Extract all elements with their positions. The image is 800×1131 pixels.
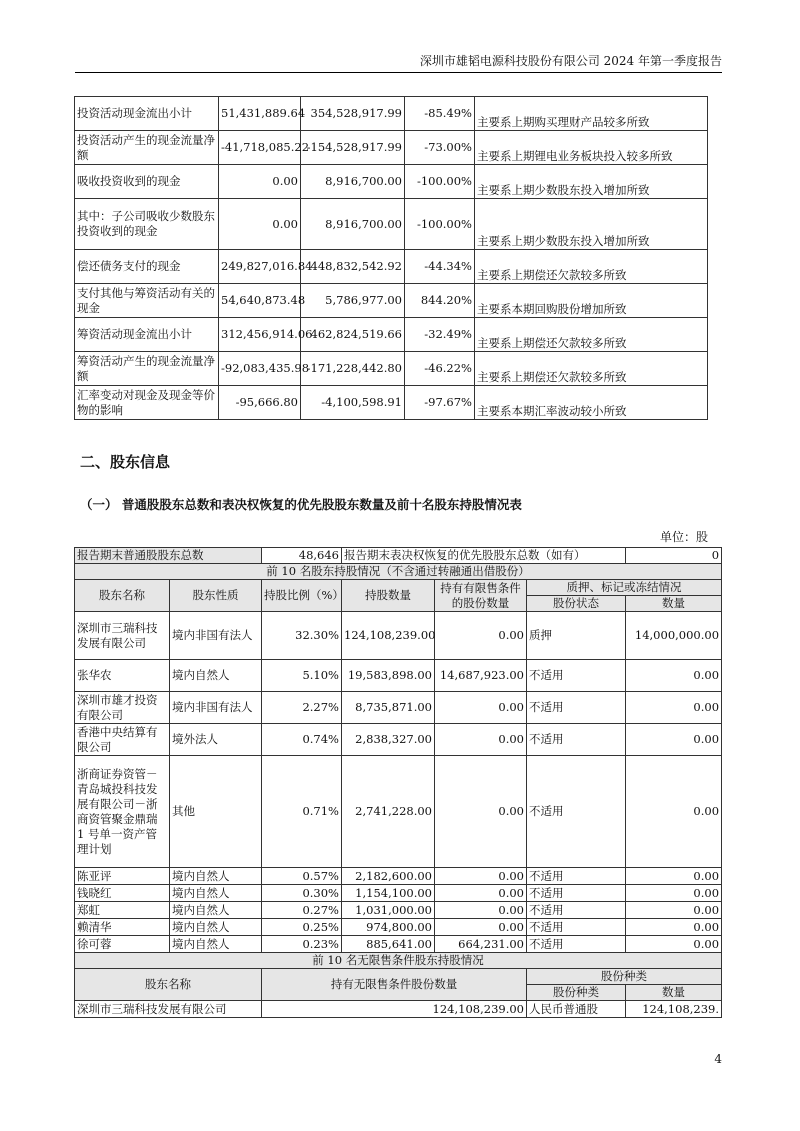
holding-shares: 1,031,000.00 — [342, 902, 435, 919]
cashflow-item: 汇率变动对现金及现金等价物的影响 — [75, 386, 219, 420]
shareholder-nature: 境内自然人 — [170, 902, 262, 919]
shareholder-nature: 境内自然人 — [170, 660, 262, 692]
holding-shares: 2,838,327.00 — [342, 724, 435, 756]
change-rate: -100.00% — [405, 199, 475, 250]
prior-period-amount: 354,528,917.99 — [301, 97, 405, 131]
change-rate: -32.49% — [405, 318, 475, 352]
holding-shares: 885,641.00 — [342, 936, 435, 953]
subsection-title: （一） 普通股股东总数和表决权恢复的优先股股东数量及前十名股东持股情况表 — [80, 497, 522, 512]
cashflow-item: 筹资活动现金流出小计 — [75, 318, 219, 352]
holding-shares: 2,741,228.00 — [342, 756, 435, 868]
change-reason: 主要系上期购买理财产品较多所致 — [475, 97, 708, 131]
shareholder-row — [75, 756, 722, 868]
share-type-quantity: 124,108,239. — [626, 1001, 722, 1018]
restricted-shares: 0.00 — [435, 612, 527, 660]
holding-ratio: 5.10% — [262, 660, 342, 692]
change-rate: -100.00% — [405, 165, 475, 199]
shareholder-row — [75, 692, 722, 724]
u-header-qty: 持有无限售条件股份数量 — [262, 969, 527, 1001]
change-rate: -46.22% — [405, 352, 475, 386]
cashflow-row — [75, 386, 708, 420]
pledge-quantity: 0.00 — [626, 936, 722, 953]
cashflow-item: 支付其他与筹资活动有关的现金 — [75, 284, 219, 318]
page-header: 深圳市雄韬电源科技股份有限公司 2024 年第一季度报告 — [75, 52, 722, 73]
current-period-amount: 249,827,016.84 — [219, 250, 301, 284]
unrestricted-holder-name: 深圳市三瑞科技发展有限公司 — [75, 1001, 262, 1018]
shareholder-name: 浙商证券资管－青岛城投科技发展有限公司－浙商资管聚金鼎瑞 1 号单一资产管理计划 — [75, 756, 170, 868]
shareholder-row — [75, 868, 722, 885]
cashflow-row — [75, 352, 708, 386]
shareholder-nature: 其他 — [170, 756, 262, 868]
shareholder-name: 张华农 — [75, 660, 170, 692]
holding-shares: 2,182,600.00 — [342, 868, 435, 885]
cashflow-table — [74, 96, 708, 420]
pledge-status: 不适用 — [527, 936, 626, 953]
shareholder-row — [75, 612, 722, 660]
pledge-quantity: 0.00 — [626, 756, 722, 868]
current-period-amount: -95,666.80 — [219, 386, 301, 420]
restricted-shares: 664,231.00 — [435, 936, 527, 953]
common-holders-label: 报告期末普通股股东总数 — [75, 548, 262, 564]
top10-title: 前 10 名股东持股情况（不含通过转融通出借股份） — [75, 564, 722, 580]
u-header-name: 股东名称 — [75, 969, 262, 1001]
share-type: 人民币普通股 — [527, 1001, 626, 1018]
holding-ratio: 0.57% — [262, 868, 342, 885]
shareholder-name: 深圳市雄才投资有限公司 — [75, 692, 170, 724]
shareholder-name: 香港中央结算有限公司 — [75, 724, 170, 756]
cashflow-item: 投资活动现金流出小计 — [75, 97, 219, 131]
prior-period-amount: 8,916,700.00 — [301, 199, 405, 250]
restricted-shares: 14,687,923.00 — [435, 660, 527, 692]
cashflow-row — [75, 165, 708, 199]
pledge-status: 不适用 — [527, 692, 626, 724]
shareholder-row — [75, 902, 722, 919]
cashflow-row — [75, 199, 708, 250]
cashflow-item: 偿还债务支付的现金 — [75, 250, 219, 284]
holding-ratio: 0.27% — [262, 902, 342, 919]
header-nature: 股东性质 — [170, 580, 262, 612]
shareholder-nature: 境内非国有法人 — [170, 612, 262, 660]
u-header-type-qty: 数量 — [626, 985, 722, 1001]
holding-shares: 8,735,871.00 — [342, 692, 435, 724]
holding-ratio: 2.27% — [262, 692, 342, 724]
pledge-status: 不适用 — [527, 660, 626, 692]
pref-holders-label: 报告期末表决权恢复的优先股股东总数（如有） — [342, 548, 626, 564]
pref-holders-value: 0 — [626, 548, 722, 564]
holding-ratio: 0.30% — [262, 885, 342, 902]
pledge-status: 不适用 — [527, 902, 626, 919]
restricted-shares: 0.00 — [435, 756, 527, 868]
change-rate: -73.00% — [405, 131, 475, 165]
shareholder-nature: 境外法人 — [170, 724, 262, 756]
unrestricted-title: 前 10 名无限售条件股东持股情况 — [75, 953, 722, 969]
pledge-quantity: 0.00 — [626, 919, 722, 936]
holding-ratio: 0.25% — [262, 919, 342, 936]
prior-period-amount: 462,824,519.66 — [301, 318, 405, 352]
holding-shares: 1,154,100.00 — [342, 885, 435, 902]
shareholder-nature: 境内自然人 — [170, 868, 262, 885]
unrestricted-row — [75, 1001, 722, 1018]
header-ratio: 持股比例（%） — [262, 580, 342, 612]
prior-period-amount: -4,100,598.91 — [301, 386, 405, 420]
cashflow-item: 筹资活动产生的现金流量净额 — [75, 352, 219, 386]
current-period-amount: 0.00 — [219, 165, 301, 199]
holding-shares: 19,583,898.00 — [342, 660, 435, 692]
shareholder-row — [75, 660, 722, 692]
holding-ratio: 0.23% — [262, 936, 342, 953]
shareholder-nature: 境内自然人 — [170, 885, 262, 902]
shareholder-name: 徐可蓉 — [75, 936, 170, 953]
pledge-status: 不适用 — [527, 724, 626, 756]
change-rate: -44.34% — [405, 250, 475, 284]
holding-ratio: 0.74% — [262, 724, 342, 756]
shareholder-row — [75, 724, 722, 756]
header-pledge-group: 质押、标记或冻结情况 — [527, 580, 722, 596]
pledge-quantity: 0.00 — [626, 660, 722, 692]
prior-period-amount: 448,832,542.92 — [301, 250, 405, 284]
cashflow-item: 其中：子公司吸收少数股东投资收到的现金 — [75, 199, 219, 250]
change-reason: 主要系上期偿还欠款较多所致 — [475, 250, 708, 284]
restricted-shares: 0.00 — [435, 902, 527, 919]
pledge-status: 不适用 — [527, 919, 626, 936]
holding-shares: 974,800.00 — [342, 919, 435, 936]
change-reason: 主要系本期回购股份增加所致 — [475, 284, 708, 318]
restricted-shares: 0.00 — [435, 692, 527, 724]
change-reason: 主要系上期少数股东投入增加所致 — [475, 165, 708, 199]
shareholder-row — [75, 885, 722, 902]
current-period-amount: 312,456,914.06 — [219, 318, 301, 352]
current-period-amount: 51,431,889.64 — [219, 97, 301, 131]
restricted-shares: 0.00 — [435, 868, 527, 885]
shareholder-row — [75, 919, 722, 936]
shareholder-name: 钱晓红 — [75, 885, 170, 902]
change-rate: 844.20% — [405, 284, 475, 318]
shareholder-table — [74, 547, 722, 1018]
pledge-quantity: 14,000,000.00 — [626, 612, 722, 660]
header-pledge-qty: 数量 — [626, 596, 722, 612]
shareholder-name: 赖清华 — [75, 919, 170, 936]
shareholder-nature: 境内自然人 — [170, 936, 262, 953]
pledge-quantity: 0.00 — [626, 885, 722, 902]
cashflow-row — [75, 284, 708, 318]
current-period-amount: 54,640,873.48 — [219, 284, 301, 318]
change-reason: 主要系上期少数股东投入增加所致 — [475, 199, 708, 250]
current-period-amount: -92,083,435.98 — [219, 352, 301, 386]
prior-period-amount: 8,916,700.00 — [301, 165, 405, 199]
prior-period-amount: -171,228,442.80 — [301, 352, 405, 386]
restricted-shares: 0.00 — [435, 885, 527, 902]
shareholder-nature: 境内自然人 — [170, 919, 262, 936]
cashflow-row — [75, 250, 708, 284]
change-reason: 主要系上期偿还欠款较多所致 — [475, 318, 708, 352]
page-number: 4 — [714, 1052, 722, 1066]
change-rate: -97.67% — [405, 386, 475, 420]
shareholder-nature: 境内非国有法人 — [170, 692, 262, 724]
header-name: 股东名称 — [75, 580, 170, 612]
restricted-shares: 0.00 — [435, 724, 527, 756]
restricted-shares: 0.00 — [435, 919, 527, 936]
shareholder-name: 深圳市三瑞科技发展有限公司 — [75, 612, 170, 660]
prior-period-amount: 5,786,977.00 — [301, 284, 405, 318]
pledge-quantity: 0.00 — [626, 902, 722, 919]
change-reason: 主要系上期偿还欠款较多所致 — [475, 352, 708, 386]
change-reason: 主要系上期锂电业务板块投入较多所致 — [475, 131, 708, 165]
shareholder-name: 郑虹 — [75, 902, 170, 919]
pledge-status: 不适用 — [527, 756, 626, 868]
cashflow-row — [75, 131, 708, 165]
pledge-quantity: 0.00 — [626, 692, 722, 724]
header-pledge-status: 股份状态 — [527, 596, 626, 612]
u-header-type-group: 股份种类 — [527, 969, 722, 985]
pledge-quantity: 0.00 — [626, 724, 722, 756]
pledge-status: 不适用 — [527, 885, 626, 902]
cashflow-row — [75, 97, 708, 131]
pledge-quantity: 0.00 — [626, 868, 722, 885]
cashflow-item: 投资活动产生的现金流量净额 — [75, 131, 219, 165]
cashflow-item: 吸收投资收到的现金 — [75, 165, 219, 199]
current-period-amount: 0.00 — [219, 199, 301, 250]
holding-ratio: 0.71% — [262, 756, 342, 868]
cashflow-row — [75, 318, 708, 352]
header-restricted: 持有有限售条件的股份数量 — [435, 580, 527, 612]
pledge-status: 质押 — [527, 612, 626, 660]
shareholder-name: 陈亚评 — [75, 868, 170, 885]
change-reason: 主要系本期汇率波动较小所致 — [475, 386, 708, 420]
shareholder-row — [75, 936, 722, 953]
change-rate: -85.49% — [405, 97, 475, 131]
holding-shares: 124,108,239.00 — [342, 612, 435, 660]
unrestricted-shares: 124,108,239.00 — [262, 1001, 527, 1018]
section-title: 二、股东信息 — [80, 453, 171, 471]
u-header-type: 股份种类 — [527, 985, 626, 1001]
holding-ratio: 32.30% — [262, 612, 342, 660]
unit-label: 单位：股 — [659, 530, 708, 544]
common-holders-value: 48,646 — [262, 548, 342, 564]
current-period-amount: -41,718,085.22 — [219, 131, 301, 165]
prior-period-amount: -154,528,917.99 — [301, 131, 405, 165]
pledge-status: 不适用 — [527, 868, 626, 885]
header-shares: 持股数量 — [342, 580, 435, 612]
